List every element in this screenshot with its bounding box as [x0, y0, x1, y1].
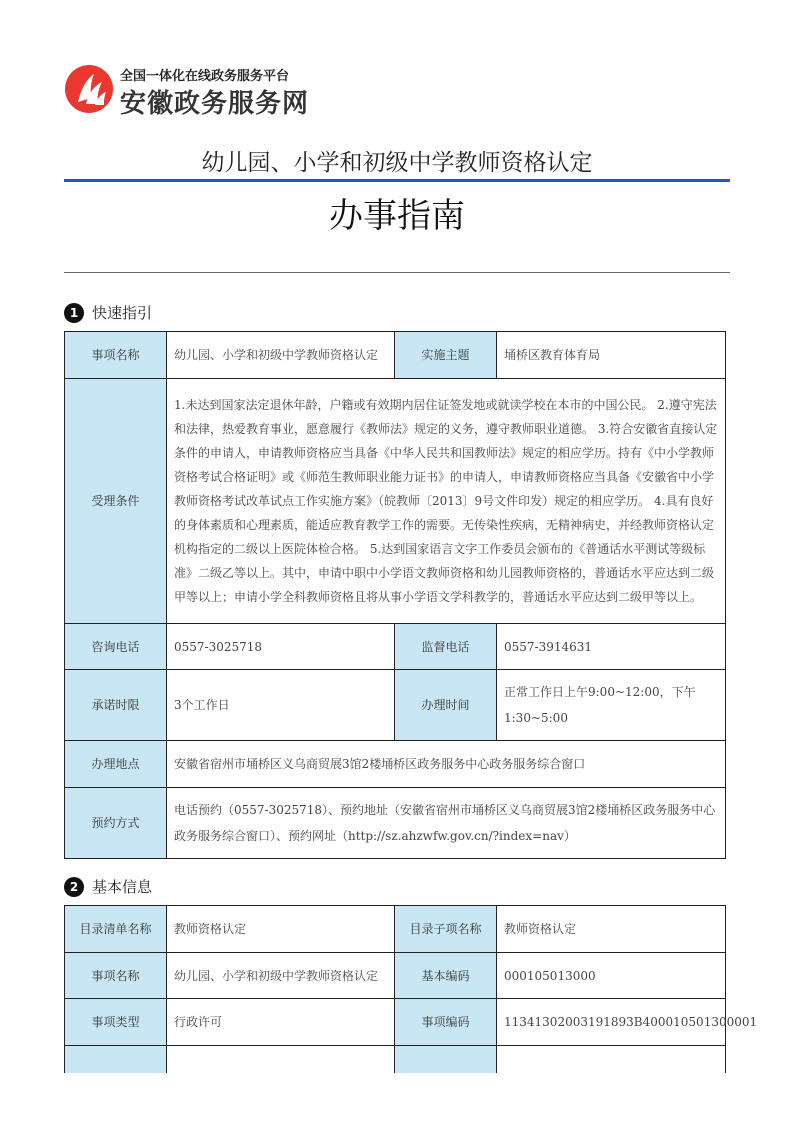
table-row: [65, 788, 726, 859]
promise-label: 承诺时限: [65, 670, 167, 741]
table-row: [65, 906, 726, 953]
item-name-value: 幼儿园、小学和初级中学教师资格认定: [167, 953, 395, 999]
anhui-gov-logo-icon: [64, 64, 114, 114]
booking-label: 预约方式: [65, 788, 167, 859]
section-number-badge: 1: [64, 303, 84, 323]
conditions-value: 1.未达到国家法定退休年龄，户籍或有效期内居住证签发地或就读学校在本市的中国公民。 2.遵守宪法和法律，热爱教育事业，愿意履行《教师法》规定的义务，遵守教师职业道德。 3.符合安徽省直接认定条件的申请人，申请教师资格应当具备《中华人民共和国教师法》规定的相应学历。持有《中小学教师资格考试合格证明》或《师范生教师职业能力证书》的申请人，申请教师资格应当具备《安徽省中小学教师资格考试改革试点工作实施方案》（皖教师〔2013〕9号文件印发）规定的相应学历。 4.具有良好的身体素质和心理素质，能适应教育教学工作的需要。无传染性疾病，无精神病史，并经教师资格认定机构指定的二级以上医院体检合格。 5.达到国家语言文字工作委员会颁布的《普通话水平测试等级标准》二级乙等以上。其中，申请中职中小学语文教师资格和幼儿园教师资格的，普通话水平应达到二级甲等以上；申请小学全科教师资格且将从事小学语文学科教学的，普通话水平应达到二级甲等以上。: [167, 379, 726, 624]
type-label: 事项类型: [65, 999, 167, 1046]
supervise-phone-value: 0557-3914631: [497, 624, 726, 670]
section-number-badge: 2: [64, 877, 84, 897]
subject-value: 埇桥区教育体育局: [497, 332, 726, 379]
section-label: 快速指引: [92, 304, 153, 322]
basic-code-label: 基本编码: [395, 953, 497, 999]
table-row: [65, 670, 726, 741]
hours-label: 办理时间: [395, 670, 497, 741]
quick-guide-table: [64, 331, 726, 859]
section-basic-info-heading: [64, 876, 152, 897]
address-value: 安徽省宿州市埇桥区义乌商贸展3馆2楼埇桥区政务服务中心政务服务综合窗口: [167, 741, 726, 788]
table-row: [65, 999, 726, 1046]
item-name-label: 事项名称: [65, 953, 167, 999]
promise-value: 3个工作日: [167, 670, 395, 741]
header-divider: [64, 272, 730, 273]
catalog-label: 目录清单名称: [65, 906, 167, 953]
document-subtitle: 办事指南: [329, 196, 465, 236]
table-row: [65, 953, 726, 999]
consult-phone-value: 0557-3025718: [167, 624, 395, 670]
basic-code-value: 000105013000: [497, 953, 726, 999]
item-code-value: 11341302003191893B400010501300001: [497, 999, 726, 1046]
site-header: [64, 62, 364, 118]
brand-tagline: 全国一体化在线政务服务平台: [120, 69, 290, 84]
document-title: 幼儿园、小学和初级中学教师资格认定: [201, 150, 593, 176]
subject-label: 实施主题: [395, 332, 497, 379]
table-row: [65, 332, 726, 379]
item-name-label: 事项名称: [65, 332, 167, 379]
conditions-label: 受理条件: [65, 379, 167, 624]
supervise-phone-label: 监督电话: [395, 624, 497, 670]
item-code-label: 事项编码: [395, 999, 497, 1046]
section-quick-guide-heading: [64, 302, 152, 323]
table-row: [65, 624, 726, 670]
consult-phone-label: 咨询电话: [65, 624, 167, 670]
hours-value: 正常工作日上午9:00~12:00，下午1:30~5:00: [497, 670, 726, 741]
subitem-label: 目录子项名称: [395, 906, 497, 953]
item-name-value: 幼儿园、小学和初级中学教师资格认定: [167, 332, 395, 379]
section-label: 基本信息: [92, 878, 153, 896]
subitem-value: 教师资格认定: [497, 906, 726, 953]
booking-value: 电话预约（0557-3025718）、预约地址（安徽省宿州市埇桥区义乌商贸展3馆2楼埇桥区政务服务中心政务服务综合窗口）、预约网址（http://sz.ahzwfw.gov.cn/?index=nav）: [167, 788, 726, 859]
catalog-value: 教师资格认定: [167, 906, 395, 953]
title-divider: [64, 179, 730, 182]
table-row: [65, 741, 726, 788]
brand-name: 安徽政务服务网: [120, 89, 310, 119]
table-row: [65, 379, 726, 624]
type-value: 行政许可: [167, 999, 395, 1046]
page-bottom-margin: [0, 1073, 793, 1122]
address-label: 办理地点: [65, 741, 167, 788]
